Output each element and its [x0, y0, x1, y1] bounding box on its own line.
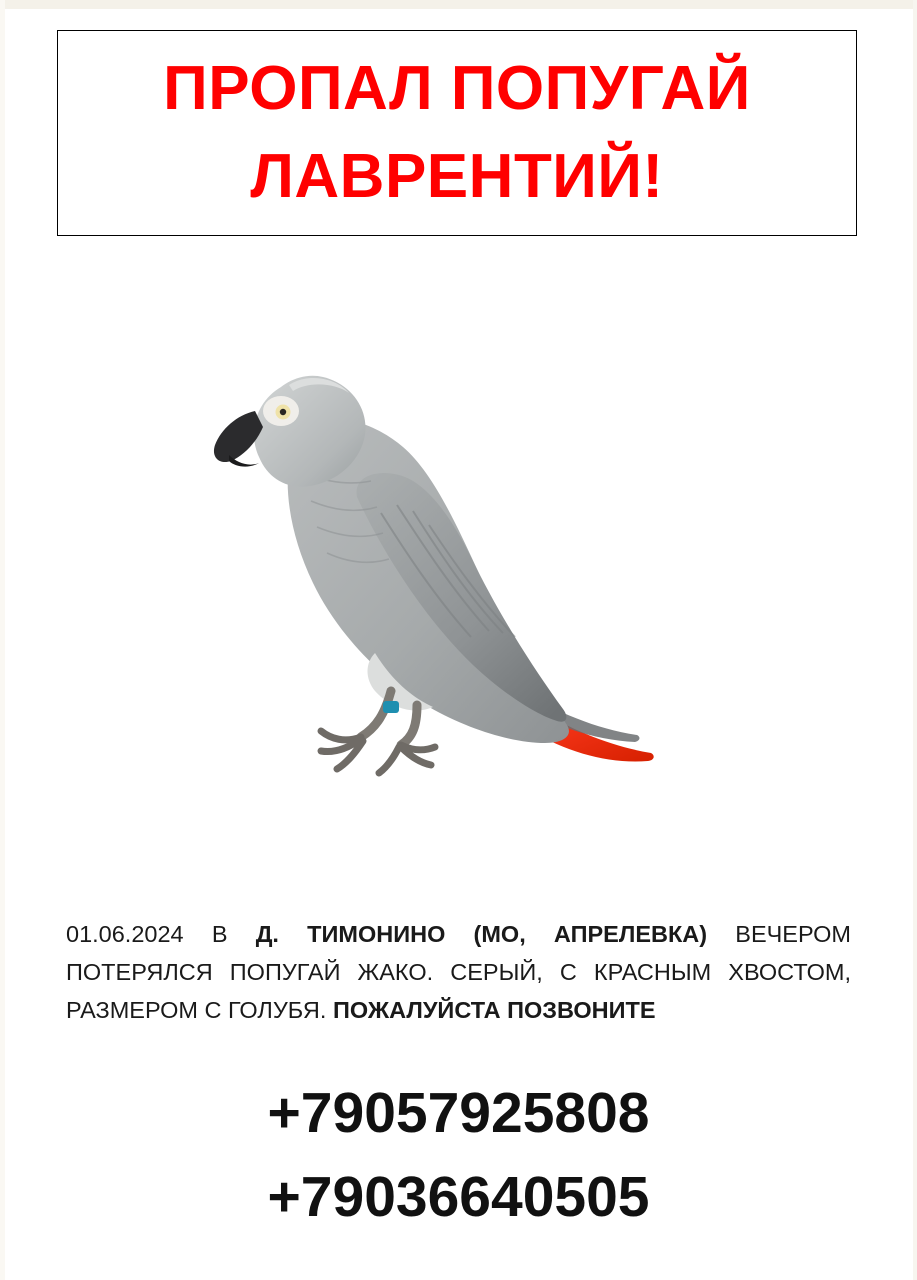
poster-preposition: В — [211, 921, 228, 947]
poster-title-box — [57, 30, 857, 236]
parrot-photo-area — [0, 250, 917, 890]
poster-call-request: ПОЖАЛУЙСТА ПОЗВОНИТЕ — [332, 997, 656, 1024]
poster-date: 01.06.2024 — [66, 921, 184, 947]
poster-description-text: ВЕЧЕРОМ ПОТЕРЯЛСЯ ПОПУГАЙ ЖАКО. СЕРЫЙ, С КРАСНЫМ ХВОСТОМ, РАЗМЕРОМ С ГОЛУБЯ. — [66, 921, 851, 1024]
poster-description — [66, 915, 851, 1029]
poster-title-line-2: ЛАВРЕНТИЙ! — [250, 142, 664, 211]
poster-location: Д. ТИМОНИНО (МО, АПРЕЛЕВКА) — [255, 921, 708, 947]
poster-title-line-1: ПРОПАЛ ПОПУГАЙ — [163, 53, 751, 123]
phone-number-2[interactable]: +79036640505 — [267, 1164, 650, 1229]
poster-phone-list — [0, 1072, 917, 1240]
african-grey-parrot-icon — [185, 335, 725, 805]
phone-number-1[interactable]: +79057925808 — [267, 1081, 650, 1145]
scan-edge-top — [0, 0, 917, 9]
